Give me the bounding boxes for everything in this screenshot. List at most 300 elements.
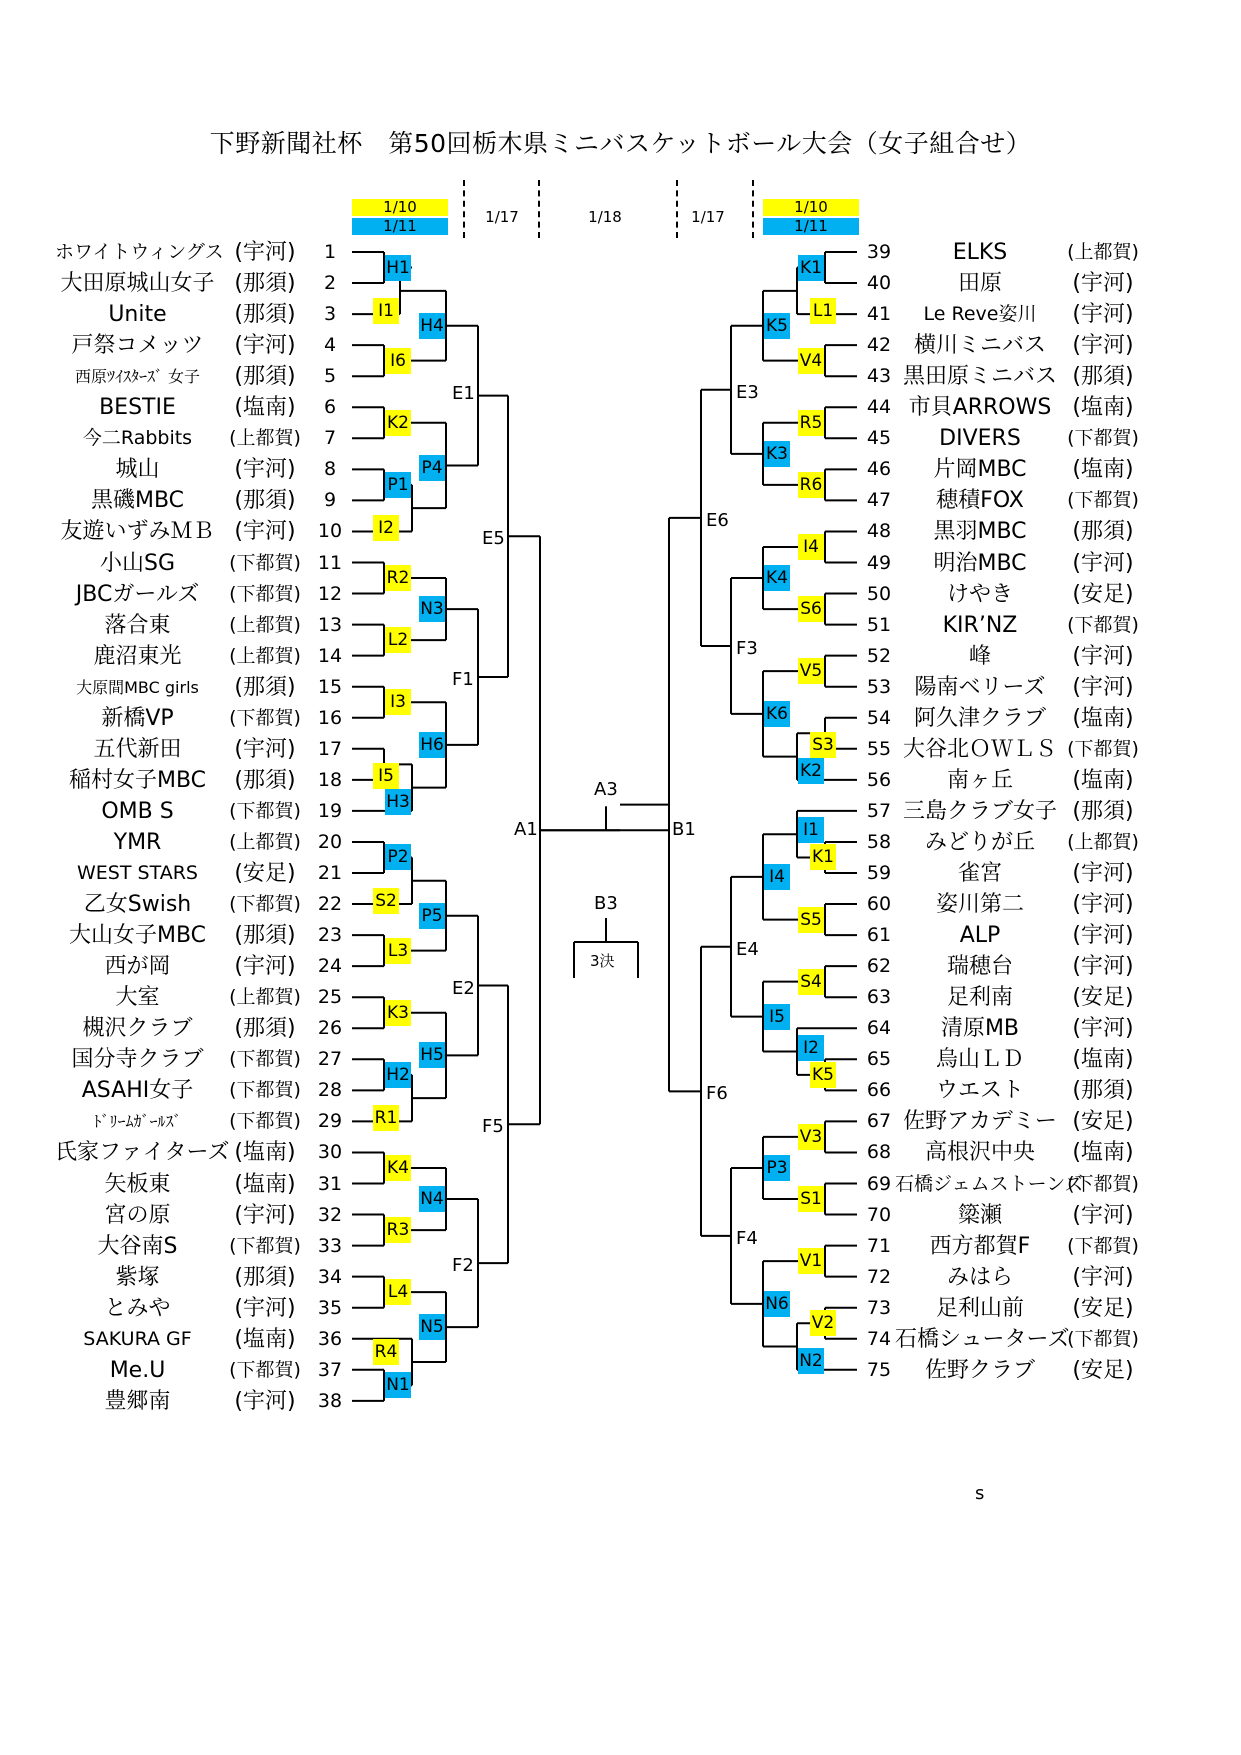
game-marker: N1 (385, 1372, 411, 1398)
game-marker: S1 (798, 1186, 824, 1212)
game-marker: S6 (798, 596, 824, 622)
team-number: 32 (317, 1203, 343, 1226)
round-label: B1 (672, 819, 696, 841)
team-area: (那須) (1072, 798, 1134, 824)
team-number: 12 (317, 582, 343, 605)
team-number: 6 (323, 396, 337, 419)
team-name: 五代新田 (93, 736, 182, 762)
team-name: 西が岡 (104, 954, 171, 980)
team-name: 姿川第二 (935, 892, 1024, 918)
team-number: 18 (317, 768, 343, 791)
team-number: 53 (866, 675, 892, 698)
game-marker: N2 (798, 1348, 824, 1374)
team-name: みはら (946, 1264, 1013, 1290)
game-marker: P4 (419, 455, 445, 481)
team-number: 3 (323, 303, 337, 326)
team-area: (宇河) (234, 1295, 296, 1321)
team-name: SAKURA GF (83, 1327, 192, 1350)
team-area: (宇河) (1072, 923, 1134, 949)
round-label: B3 (594, 893, 618, 914)
team-area: (塩南) (1072, 395, 1134, 421)
game-marker: I1 (373, 298, 399, 324)
team-name: 瑞穂台 (946, 954, 1013, 980)
team-number: 63 (866, 986, 892, 1009)
team-name: 阿久津クラブ (913, 705, 1046, 731)
team-name: WEST STARS (77, 862, 198, 884)
team-number: 45 (866, 427, 892, 450)
team-area: (那須) (234, 364, 296, 390)
team-area: (上都賀) (229, 644, 301, 667)
team-area: (下都賀) (1067, 613, 1139, 636)
team-area: (下都賀) (1067, 1327, 1139, 1350)
team-area: (安足) (1072, 1295, 1134, 1321)
date-left-mid: 1/17 (485, 208, 519, 226)
game-marker: R4 (373, 1339, 399, 1365)
team-name: 落合東 (104, 612, 171, 638)
team-number: 48 (866, 520, 892, 543)
team-area: (上都賀) (1067, 241, 1139, 263)
game-marker: L2 (385, 627, 411, 653)
round-label: F2 (452, 1255, 474, 1277)
team-area: (那須) (234, 923, 296, 949)
date-right-blue: 1/11 (763, 218, 859, 235)
team-name: BESTIE (99, 395, 176, 421)
team-area: (下都賀) (229, 1079, 301, 1102)
game-marker: P2 (385, 844, 411, 870)
game-marker: N6 (764, 1291, 790, 1317)
game-marker: K1 (810, 844, 836, 870)
team-area: (上都賀) (229, 986, 301, 1009)
round-label: A3 (594, 779, 618, 801)
team-area: (那須) (234, 302, 296, 328)
team-name: 石橋ジェムストーンズ (895, 1172, 1084, 1195)
page-title: 下野新聞社杯 第50回栃木県ミニバスケットボール大会（女子組合せ） (209, 129, 1032, 158)
team-name: 陽南ベリーズ (914, 674, 1046, 700)
game-marker: L4 (385, 1279, 411, 1305)
team-number: 44 (866, 396, 892, 419)
team-area: (安足) (234, 861, 296, 886)
team-area: (那須) (234, 1264, 296, 1290)
team-number: 69 (866, 1172, 892, 1195)
team-number: 11 (317, 551, 343, 574)
team-number: 57 (866, 799, 892, 822)
team-name: 大山女子MBC (68, 923, 207, 949)
team-area: (塩南) (234, 1326, 296, 1352)
game-marker: S4 (798, 969, 824, 995)
round-label: E2 (452, 977, 475, 999)
team-number: 55 (866, 737, 892, 760)
team-number: 65 (866, 1048, 892, 1071)
team-area: (宇河) (1072, 1264, 1134, 1290)
team-name: 足利南 (946, 985, 1013, 1011)
team-name: 黒田原ミニバス (902, 364, 1057, 390)
team-area: (宇河) (234, 333, 296, 359)
team-area: (安足) (1072, 1357, 1134, 1383)
round-label: E3 (736, 381, 759, 403)
team-name: 友遊いずみＭＢ (60, 519, 215, 545)
team-number: 37 (317, 1358, 343, 1381)
team-number: 23 (317, 924, 343, 947)
game-marker: P1 (385, 472, 411, 498)
game-marker: V4 (798, 348, 824, 374)
team-name: 市貝ARROWS (908, 395, 1052, 421)
game-marker: K1 (798, 255, 824, 281)
team-number: 56 (866, 768, 892, 791)
team-area: (那須) (1072, 519, 1134, 545)
team-area: (宇河) (1072, 302, 1134, 328)
game-marker: S2 (373, 888, 399, 914)
date-right-yellow: 1/10 (763, 199, 859, 216)
round-label: E4 (736, 938, 759, 960)
game-marker: R5 (798, 410, 824, 436)
date-left-blue: 1/11 (352, 218, 448, 235)
team-area: (那須) (234, 1016, 296, 1042)
team-number: 52 (866, 644, 892, 667)
team-area: (下都賀) (229, 893, 301, 916)
team-area: (下都賀) (229, 582, 301, 605)
team-name: 峰 (968, 643, 991, 669)
team-number: 24 (317, 955, 343, 978)
team-area: (塩南) (1072, 705, 1134, 731)
team-area: (下都賀) (229, 799, 301, 822)
team-number: 17 (317, 737, 343, 760)
team-name: 鹿沼東光 (93, 643, 182, 669)
team-name: 大原間MBC girls (76, 677, 199, 697)
team-name: 佐野アカデミー (903, 1109, 1057, 1135)
team-number: 64 (866, 1017, 892, 1040)
game-marker: I4 (764, 864, 790, 890)
team-area: (塩南) (234, 395, 296, 421)
team-name: 横川ミニバス (913, 333, 1046, 359)
team-area: (宇河) (234, 1388, 296, 1414)
team-number: 13 (317, 613, 343, 636)
round-label: F3 (736, 637, 758, 659)
team-number: 25 (317, 986, 343, 1009)
team-number: 70 (866, 1203, 892, 1226)
team-number: 34 (317, 1265, 343, 1288)
game-marker: R1 (373, 1105, 399, 1131)
team-number: 47 (866, 489, 892, 512)
team-number: 75 (866, 1358, 892, 1381)
round-label: F5 (482, 1116, 504, 1138)
game-marker: I5 (764, 1004, 790, 1030)
team-name: KIR’NZ (942, 612, 1018, 638)
game-marker: N4 (419, 1186, 445, 1212)
team-area: (宇河) (234, 736, 296, 762)
team-area: (宇河) (234, 457, 296, 483)
team-number: 54 (866, 706, 892, 729)
team-area: (下都賀) (229, 706, 301, 729)
team-area: (那須) (234, 674, 296, 700)
game-marker: I4 (798, 534, 824, 560)
team-name: けやき (946, 581, 1013, 607)
game-marker: N3 (419, 596, 445, 622)
date-center: 1/18 (588, 208, 622, 226)
round-label: F6 (706, 1083, 728, 1105)
team-name: みどりが丘 (924, 829, 1035, 855)
team-name: 稲村女子MBC (68, 767, 207, 793)
team-number: 40 (866, 272, 892, 295)
game-marker: K3 (764, 441, 790, 467)
round-label: E5 (482, 528, 505, 550)
team-area: (宇河) (1072, 1202, 1134, 1228)
team-area: (下都賀) (229, 1358, 301, 1381)
team-area: (下都賀) (1067, 1172, 1139, 1195)
team-name: 矢板東 (104, 1171, 171, 1197)
team-area: (那須) (1072, 364, 1134, 390)
team-area: (塩南) (1072, 1140, 1134, 1166)
team-area: (下都賀) (229, 1234, 301, 1257)
team-name: 大田原城山女子 (60, 271, 215, 297)
team-name: 佐野クラブ (924, 1357, 1035, 1383)
game-marker: P5 (419, 903, 445, 929)
team-name: 小山SG (99, 550, 175, 576)
team-number: 27 (317, 1048, 343, 1071)
game-marker: V1 (798, 1248, 824, 1274)
team-area: (那須) (234, 488, 296, 514)
team-area: (上都賀) (1067, 830, 1139, 853)
game-marker: I3 (385, 689, 411, 715)
team-name: 穂積FOX (936, 488, 1024, 514)
team-number: 15 (317, 675, 343, 698)
team-number: 46 (866, 458, 892, 481)
team-area: (宇河) (234, 240, 296, 265)
team-area: (那須) (234, 271, 296, 297)
team-number: 26 (317, 1017, 343, 1040)
team-number: 31 (317, 1172, 343, 1195)
team-name: JBCガールズ (75, 581, 200, 607)
game-marker: H5 (419, 1042, 445, 1068)
team-area: (安足) (1072, 1109, 1134, 1135)
team-name: とみや (104, 1295, 171, 1321)
team-number: 22 (317, 893, 343, 916)
team-number: 16 (317, 706, 343, 729)
team-number: 41 (866, 303, 892, 326)
team-area: (塩南) (1072, 767, 1134, 793)
game-marker: V3 (798, 1124, 824, 1150)
team-area: (下都賀) (1067, 427, 1139, 450)
team-name: Me.U (109, 1357, 166, 1383)
team-name: 戸祭コメッツ (71, 333, 204, 359)
team-area: (塩南) (234, 1140, 296, 1166)
game-marker: K5 (810, 1062, 836, 1088)
team-number: 35 (317, 1296, 343, 1319)
game-marker: K2 (385, 410, 411, 436)
game-marker: I2 (798, 1035, 824, 1061)
team-name: 黒磯MBC (90, 488, 185, 514)
team-number: 38 (317, 1389, 343, 1412)
team-number: 10 (317, 520, 343, 543)
team-name: 明治MBC (933, 550, 1027, 576)
team-number: 30 (317, 1141, 343, 1164)
team-number: 58 (866, 830, 892, 853)
team-name: 石橋シューターズ (895, 1326, 1070, 1352)
game-marker: K5 (764, 313, 790, 339)
game-marker: S5 (798, 907, 824, 933)
team-number: 49 (866, 551, 892, 574)
game-marker: H1 (385, 255, 411, 281)
team-name: 三島クラブ女子 (902, 798, 1057, 824)
team-name: DIVERS (939, 426, 1021, 452)
stray-mark: s (975, 1483, 985, 1504)
game-marker: K4 (764, 565, 790, 591)
team-area: (宇河) (1072, 1016, 1134, 1042)
game-marker: H3 (385, 789, 411, 815)
team-name: 今二Rabbits (82, 427, 193, 450)
team-area: (宇河) (1072, 861, 1134, 886)
team-number: 19 (317, 799, 343, 822)
game-marker: I6 (385, 348, 411, 374)
game-marker: R3 (385, 1217, 411, 1243)
round-label: F4 (736, 1227, 758, 1249)
game-marker: K2 (798, 758, 824, 784)
team-name: 城山 (115, 457, 160, 483)
round-label: E1 (452, 382, 475, 404)
team-number: 14 (317, 644, 343, 667)
game-marker: K6 (764, 701, 790, 727)
team-area: (下都賀) (229, 1048, 301, 1071)
team-area: (宇河) (1072, 674, 1134, 700)
team-number: 74 (866, 1327, 892, 1350)
game-marker: L1 (810, 298, 836, 324)
team-name: 簗瀬 (957, 1202, 1002, 1228)
team-area: (宇河) (1072, 333, 1134, 359)
team-number: 43 (866, 365, 892, 388)
game-marker: N5 (419, 1314, 445, 1340)
team-name: 宮の原 (104, 1202, 171, 1228)
team-area: (宇河) (234, 1202, 296, 1228)
team-name: ホワイトウィングス (55, 241, 224, 263)
team-name: 足利山前 (935, 1295, 1024, 1321)
team-number: 21 (317, 862, 343, 884)
round-label: E6 (706, 509, 729, 531)
team-number: 61 (866, 924, 892, 947)
team-number: 39 (866, 241, 892, 263)
team-area: (宇河) (1072, 643, 1134, 669)
team-area: (塩南) (1072, 457, 1134, 483)
team-number: 2 (323, 272, 337, 295)
team-name: 大谷北ＯＷＬＳ (902, 736, 1057, 762)
team-number: 66 (866, 1079, 892, 1102)
team-name: 烏山ＬＤ (935, 1047, 1024, 1073)
team-name: ELKS (952, 240, 1008, 265)
game-marker: R6 (798, 472, 824, 498)
team-name: 雀宮 (957, 861, 1002, 886)
team-number: 71 (866, 1234, 892, 1257)
team-name: Le Reve姿川 (923, 303, 1037, 326)
team-area: (下都賀) (1067, 489, 1139, 512)
team-number: 67 (866, 1110, 892, 1133)
team-number: 50 (866, 582, 892, 605)
team-number: 60 (866, 893, 892, 916)
game-marker: V5 (798, 658, 824, 684)
round-label: F1 (452, 668, 474, 690)
date-right-mid: 1/17 (691, 208, 725, 226)
team-name: 南ヶ丘 (946, 767, 1013, 793)
team-name: ウエスト (935, 1078, 1024, 1104)
round-label: A1 (514, 819, 538, 841)
team-number: 36 (317, 1327, 343, 1350)
game-marker: I5 (373, 763, 399, 789)
game-marker: L3 (385, 938, 411, 964)
team-name: ﾄﾞﾘｰﾑｶﾞｰﾙｽﾞ (93, 1112, 182, 1132)
team-name: 田原 (957, 271, 1002, 297)
team-name: 氏家ファイターズ (55, 1140, 230, 1166)
team-number: 29 (317, 1110, 343, 1133)
third-place-label: 3決 (590, 952, 615, 970)
team-name: ASAHI女子 (81, 1078, 194, 1104)
team-number: 62 (866, 955, 892, 978)
team-name: 乙女Swish (83, 892, 192, 918)
team-number: 4 (323, 334, 337, 357)
team-number: 68 (866, 1141, 892, 1164)
team-name: 清原MB (940, 1016, 1020, 1042)
team-number: 59 (866, 862, 892, 884)
team-name: 紫塚 (115, 1264, 160, 1290)
team-area: (上都賀) (229, 427, 301, 450)
team-name: 西原ﾂｲｽﾀｰｽﾞ 女子 (74, 367, 201, 387)
team-area: (下都賀) (1067, 737, 1139, 760)
team-area: (宇河) (1072, 550, 1134, 576)
game-marker: H6 (419, 732, 445, 758)
game-marker: H2 (385, 1062, 411, 1088)
game-marker: R2 (385, 565, 411, 591)
team-number: 8 (323, 458, 337, 481)
team-area: (下都賀) (229, 551, 301, 574)
team-area: (上都賀) (229, 613, 301, 636)
team-area: (宇河) (1072, 954, 1134, 980)
team-name: 片岡MBC (933, 457, 1027, 483)
team-area: (那須) (234, 767, 296, 793)
team-area: (宇河) (234, 519, 296, 545)
game-marker: K3 (385, 1000, 411, 1026)
game-marker: I1 (798, 817, 824, 843)
team-number: 72 (866, 1265, 892, 1288)
game-marker: V2 (810, 1310, 836, 1336)
team-name: 国分寺クラブ (71, 1047, 204, 1073)
team-name: 新橋VP (101, 705, 174, 731)
team-area: (那須) (1072, 1078, 1134, 1104)
team-area: (宇河) (234, 954, 296, 980)
team-number: 5 (323, 365, 337, 388)
team-name: YMR (113, 829, 162, 855)
team-name: 槻沢クラブ (82, 1016, 193, 1042)
team-area: (上都賀) (229, 830, 301, 853)
team-area: (安足) (1072, 581, 1134, 607)
team-name: OMB S (101, 798, 174, 824)
game-marker: K4 (385, 1155, 411, 1181)
team-name: 大室 (115, 985, 160, 1011)
team-number: 1 (323, 241, 337, 263)
team-area: (安足) (1072, 985, 1134, 1011)
team-number: 28 (317, 1079, 343, 1102)
team-number: 33 (317, 1234, 343, 1257)
team-area: (下都賀) (229, 1110, 301, 1133)
team-name: 高根沢中央 (924, 1140, 1035, 1166)
game-marker: S3 (810, 732, 836, 758)
team-name: ALP (959, 923, 1001, 949)
team-area: (下都賀) (1067, 1234, 1139, 1257)
team-number: 42 (866, 334, 892, 357)
game-marker: H4 (419, 313, 445, 339)
date-left-yellow: 1/10 (352, 199, 448, 216)
team-name: Unite (108, 302, 167, 328)
team-area: (塩南) (234, 1171, 296, 1197)
game-marker: P3 (764, 1155, 790, 1181)
team-area: (塩南) (1072, 1047, 1134, 1073)
team-number: 73 (866, 1296, 892, 1319)
team-number: 7 (323, 427, 337, 450)
